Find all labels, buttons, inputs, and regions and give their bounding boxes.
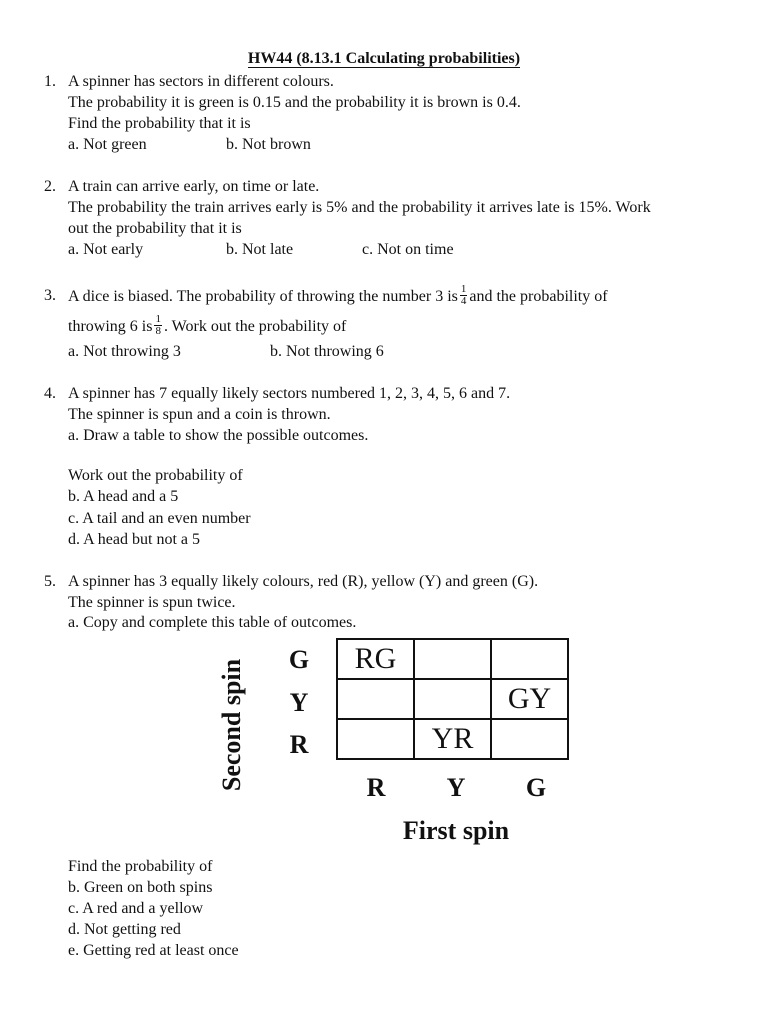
col-label-r: R — [366, 773, 386, 802]
q4-part-a: a. Draw a table to show the possible outcomes. — [68, 427, 369, 444]
q5-part-e: e. Getting red at least once — [68, 942, 239, 959]
table-row — [337, 639, 568, 679]
q4-line3: Work out the probability of — [68, 467, 243, 484]
q2-line3: out the probability that it is — [68, 220, 242, 237]
q4-number: 4. — [44, 385, 56, 402]
q4-part-c: c. A tail and an even number — [68, 510, 251, 527]
table-row — [337, 719, 568, 759]
q2-part-a: a. Not early — [68, 241, 144, 258]
q1-number: 1. — [44, 73, 56, 90]
col-label-g: G — [525, 773, 547, 802]
q5-part-a: a. Copy and complete this table of outcomes. — [68, 614, 357, 631]
table-cell: YR — [414, 719, 491, 759]
table-cell — [491, 719, 568, 759]
q3-fraction-1: $\frac{1}{4}$ — [460, 283, 467, 307]
table-row — [337, 679, 568, 719]
q2-line2: The probability the train arrives early is 5% and the probability it arrives late is 15%. Work — [68, 199, 651, 216]
col-label-y: Y — [446, 773, 466, 802]
row-label-g: G — [288, 645, 310, 674]
q5-number: 5. — [44, 573, 56, 590]
q2-part-b: b. Not late — [226, 241, 294, 258]
q3-number: 3. — [44, 287, 56, 304]
q4-part-d: d. A head but not a 5 — [68, 531, 200, 548]
q1-part-b: b. Not brown — [226, 136, 311, 153]
q3-fraction-2: $\frac{1}{8}$ — [155, 313, 161, 337]
q5-part-b: b. Green on both spins — [68, 879, 213, 896]
worksheet-title: HW44 (8.13.1 Calculating probabilities) — [247, 50, 521, 67]
q2-number: 2. — [44, 178, 56, 195]
table-cell — [414, 679, 491, 719]
q1-line2: The probability it is green is 0.15 and the probability it is brown is 0.4. — [68, 94, 521, 111]
outcomes-table — [336, 638, 569, 760]
row-label-y: Y — [289, 688, 309, 717]
q4-part-b: b. A head and a 5 — [68, 488, 179, 505]
q3-line1: A dice is biased. The probability of throwing the number 3 is $\frac{1}{4}$ and the probability of — [68, 283, 608, 307]
q2-part-c: c. Not on time — [362, 241, 454, 258]
q1-part-a: a. Not green — [68, 136, 147, 153]
x-axis-label: First spin — [402, 816, 510, 845]
q1-line1: A spinner has sectors in different colours. — [68, 73, 334, 90]
table-cell: RG — [337, 639, 414, 679]
q2-line1: A train can arrive early, on time or late. — [68, 178, 320, 195]
q5-line2: The spinner is spun twice. — [68, 594, 236, 611]
q5-line1: A spinner has 3 equally likely colours, red (R), yellow (Y) and green (G). — [68, 573, 539, 590]
q5-part-c: c. A red and a yellow — [68, 900, 204, 917]
table-cell — [491, 639, 568, 679]
table-cell — [414, 639, 491, 679]
table-cell — [337, 719, 414, 759]
row-label-r: R — [289, 730, 309, 759]
q1-line3: Find the probability that it is — [68, 115, 251, 132]
q5-line3: Find the probability of — [68, 858, 213, 875]
q3-part-a: a. Not throwing 3 — [68, 343, 181, 360]
q4-line2: The spinner is spun and a coin is thrown. — [68, 406, 331, 423]
q4-line1: A spinner has 7 equally likely sectors numbered 1, 2, 3, 4, 5, 6 and 7. — [68, 385, 511, 402]
q5-part-d: d. Not getting red — [68, 921, 181, 938]
q3-part-b: b. Not throwing 6 — [270, 343, 384, 360]
q3-line2: throwing 6 is $\frac{1}{8}$ . Work out the probability of — [68, 313, 347, 337]
table-cell — [337, 679, 414, 719]
table-cell: GY — [491, 679, 568, 719]
